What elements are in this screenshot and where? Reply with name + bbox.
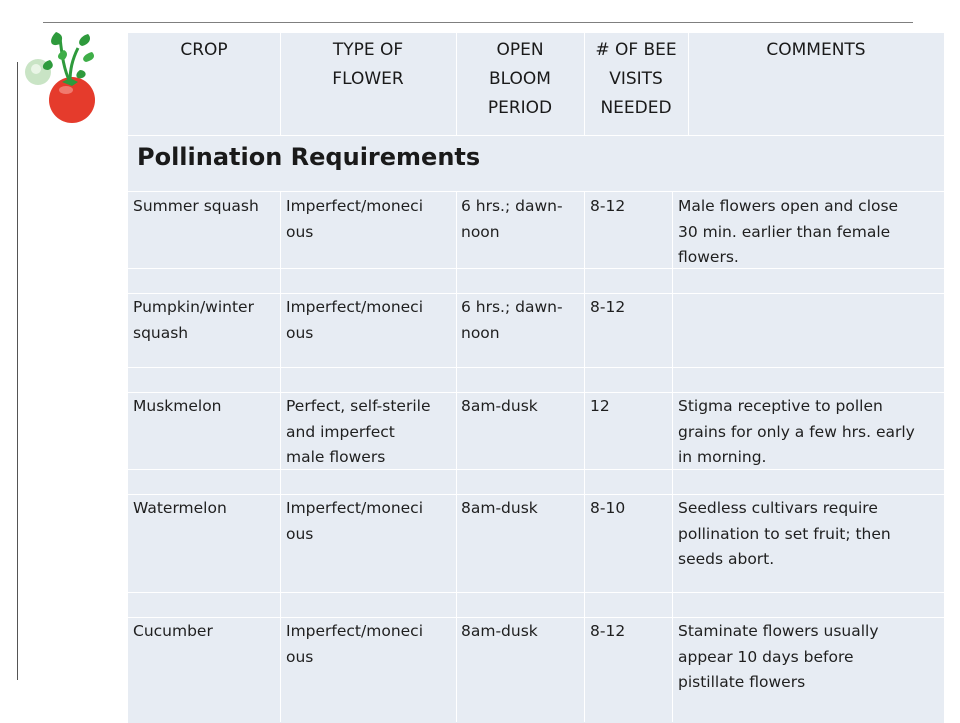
cell-crop: Cucumber [133, 622, 213, 640]
cell-crop: Pumpkin/winter squash [133, 298, 254, 342]
cell-flower-type: Imperfect/moneci ous [286, 298, 424, 342]
header-divider [280, 33, 281, 136]
cell-crop: Summer squash [133, 197, 259, 215]
column-divider [280, 192, 281, 722]
header-divider [456, 33, 457, 136]
top-rule [43, 22, 913, 23]
cell-flower-type: Imperfect/moneci ous [286, 197, 424, 241]
tomato-plant-icon [20, 30, 102, 124]
cell-crop: Watermelon [133, 499, 227, 517]
cell-bloom-period: 8am-dusk [461, 622, 538, 640]
row-divider [128, 592, 944, 593]
header-flower-type: TYPE OF FLOWER [280, 36, 456, 94]
cell-flower-type: Perfect, self-sterile and imperfect male flowers [286, 397, 431, 466]
column-divider [456, 192, 457, 722]
cell-bee-visits: 8-10 [590, 499, 626, 517]
cell-bloom-period: 8am-dusk [461, 397, 538, 415]
row-divider [128, 367, 944, 368]
cell-bloom-period: 8am-dusk [461, 499, 538, 517]
cell-bloom-period: 6 hrs.; dawn- noon [461, 197, 563, 241]
cell-comments: Staminate flowers usually appear 10 days before pistillate flowers [678, 622, 879, 691]
row-divider [128, 191, 944, 192]
header-comments: COMMENTS [688, 36, 944, 65]
header-bee-visits: # OF BEE VISITS NEEDED [584, 36, 688, 123]
row-divider [128, 392, 944, 393]
cell-crop: Muskmelon [133, 397, 222, 415]
cell-comments: Seedless cultivars require pollination to set fruit; then seeds abort. [678, 499, 891, 568]
cell-bee-visits: 12 [590, 397, 610, 415]
cell-flower-type: Imperfect/moneci ous [286, 622, 424, 666]
cell-comments: Male flowers open and close 30 min. earlier than female flowers. [678, 197, 899, 266]
header-divider [688, 33, 689, 136]
column-divider [672, 192, 673, 722]
row-divider [128, 617, 944, 618]
left-rule [17, 62, 18, 680]
header-crop: CROP [128, 36, 280, 65]
cell-bee-visits: 8-12 [590, 622, 626, 640]
cell-bloom-period: 6 hrs.; dawn- noon [461, 298, 563, 342]
header-divider [584, 33, 585, 136]
table-title: Pollination Requirements [137, 143, 481, 171]
cell-bee-visits: 8-12 [590, 298, 626, 316]
column-divider [584, 192, 585, 722]
header-bloom-period: OPEN BLOOM PERIOD [456, 36, 584, 123]
row-divider [128, 293, 944, 294]
cell-flower-type: Imperfect/moneci ous [286, 499, 424, 543]
cell-bee-visits: 8-12 [590, 197, 626, 215]
row-divider [128, 494, 944, 495]
cell-comments: Stigma receptive to pollen grains for only a few hrs. early in morning. [678, 397, 915, 466]
